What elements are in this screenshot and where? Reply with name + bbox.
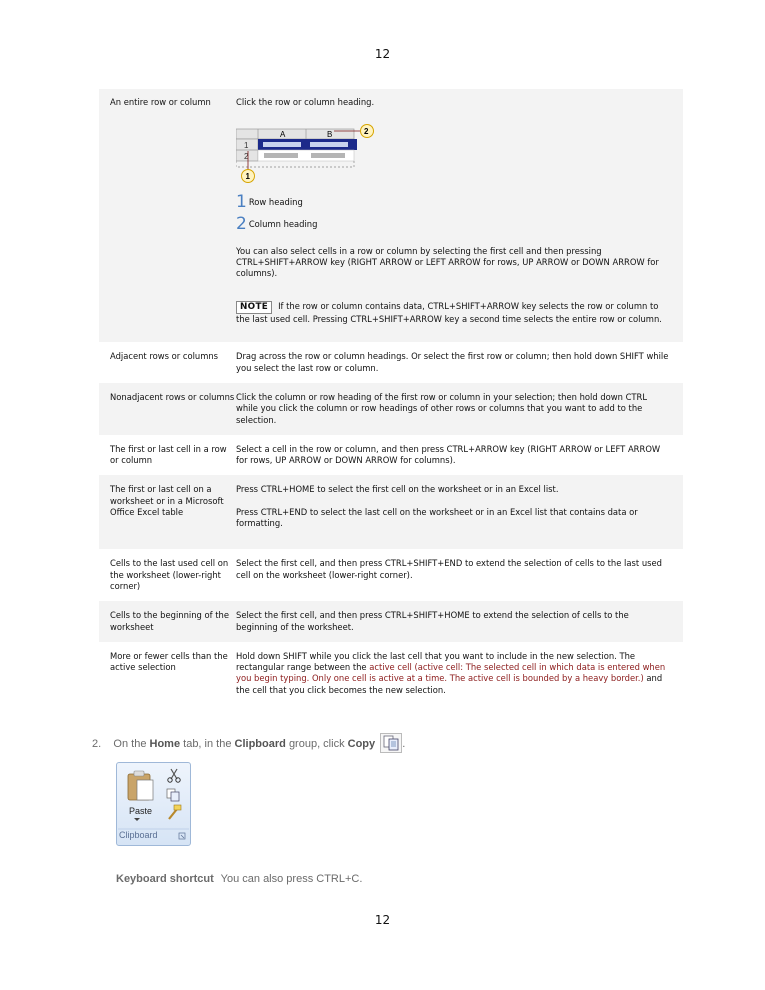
instruction-pre: Hold down SHIFT while you click the last cell that you want to include in the new selection. The rectangular range between the (236, 650, 636, 673)
copy-small-icon (167, 789, 179, 801)
extra-text: You can also select cells in a row or column by selecting the first cell and then pressing CTRL+SHIFT+ARROW key (RIGHT ARROW or LEFT ARROW for rows, UP ARROW or DOWN ARROW for columns). (236, 245, 659, 279)
clipboard-group-name: Clipboard (234, 738, 286, 750)
table-row (99, 383, 683, 435)
selection-instruction: Select the first cell, and then press CTRL+SHIFT+HOME to extend the selection of cells to the beginning of the worksheet. (236, 601, 683, 642)
legend-label: Column heading (248, 218, 318, 229)
legend-label: Row heading (248, 197, 303, 208)
note-text: If the row or column contains data, CTRL+SHIFT+ARROW key selects the row or column to the last used cell. Pressing CTRL+SHIFT+ARROW key a second time selects the entire row or column. (236, 300, 662, 325)
selection-label: Cells to the beginning of the worksheet (99, 601, 236, 642)
dialog-launcher-icon (179, 833, 185, 839)
selection-instruction: Click the column or row heading of the first row or column in your selection; then hold down CTRL while you click the column or row headings of other rows or columns that you want to add to the selection. (236, 383, 683, 435)
clipboard-ribbon-group (116, 762, 191, 846)
callout-1-label: 1 (245, 172, 250, 182)
table-row (99, 642, 683, 705)
selection-instruction (236, 89, 683, 342)
row-column-heading-diagram (236, 123, 376, 183)
active-cell-link[interactable]: active cell (active cell: The selected cell in which data is entered when you begin typing. Only one cell is active at a time. The active cell is bounded by a heavy border.) (236, 662, 666, 684)
legend-number: 1 (236, 192, 247, 213)
selection-instruction (236, 642, 683, 705)
step-end: . (402, 738, 406, 750)
legend-item (236, 213, 671, 234)
instruction-text: Click the row or column heading. (236, 97, 375, 107)
table-row (99, 342, 683, 383)
page-number-bottom: 12 (374, 913, 391, 927)
paste-button-label[interactable]: Paste (129, 806, 153, 816)
note (236, 301, 671, 326)
cut-icon (168, 769, 180, 782)
keyboard-shortcut-text: You can also press CTRL+C. (220, 873, 363, 885)
table-row (99, 89, 683, 342)
table-row (99, 475, 683, 549)
col-a-label: A (280, 130, 286, 140)
step-number: 2. (92, 738, 102, 750)
legend-number: 2 (236, 213, 247, 234)
step-2 (92, 733, 405, 753)
clipboard-group-label: Clipboard (119, 830, 158, 840)
selection-label: An entire row or column (99, 89, 236, 342)
table-row (99, 549, 683, 601)
copy-icon (380, 733, 402, 753)
note-label: NOTE (236, 301, 272, 314)
worksheet-illustration (236, 123, 386, 185)
col-b-label: B (327, 130, 333, 140)
selection-instruction: Select the first cell, and then press CTRL+SHIFT+END to extend the selection of cells to the last used cell on the worksheet (lower-right corner). (236, 549, 683, 601)
selection-label: Nonadjacent rows or columns (99, 383, 236, 435)
selection-instruction: Select a cell in the row or column, and then press CTRL+ARROW key (RIGHT ARROW or LEFT ARROW for rows, UP ARROW or DOWN ARROW for columns). (236, 435, 683, 476)
keyboard-shortcut-label: Keyboard shortcut (116, 873, 214, 885)
page-number-top: 12 (374, 47, 391, 61)
instruction-post: and the cell that you click becomes the new selection. (236, 673, 663, 695)
selection-table (99, 89, 683, 705)
selection-label: The first or last cell on a worksheet or in a Microsoft Office Excel table (99, 475, 236, 549)
step-text: group, click (288, 738, 345, 750)
home-tab-name: Home (149, 738, 181, 750)
step-text: On the (113, 738, 147, 750)
keyboard-shortcut-note (116, 873, 362, 885)
selection-label: More or fewer cells than the active selection (99, 642, 236, 705)
copy-command-name: Copy (347, 738, 376, 750)
selection-instruction (236, 475, 683, 549)
table-row (99, 435, 683, 476)
paste-icon (128, 771, 153, 800)
selection-label: Adjacent rows or columns (99, 342, 236, 383)
instruction-text: Press CTRL+HOME to select the first cell on the worksheet or in an Excel list. (236, 484, 559, 495)
selection-label: Cells to the last used cell on the worksheet (lower-right corner) (99, 549, 236, 601)
callout-2-label: 2 (364, 127, 369, 137)
selection-instruction: Drag across the row or column headings. Or select the first row or column; then hold down SHIFT while you select the last row or column. (236, 342, 683, 383)
legend-item (236, 192, 671, 213)
row-2-label: 2 (244, 152, 249, 162)
paste-dropdown-icon (134, 818, 140, 821)
instruction-text: Press CTRL+END to select the last cell on the worksheet or in an Excel list that contains data or formatting. (236, 506, 638, 529)
selection-label: The first or last cell in a row or column (99, 435, 236, 476)
table-row (99, 601, 683, 642)
format-painter-icon (169, 805, 181, 819)
row-1-label: 1 (244, 141, 249, 151)
step-text: tab, in the (183, 738, 232, 750)
